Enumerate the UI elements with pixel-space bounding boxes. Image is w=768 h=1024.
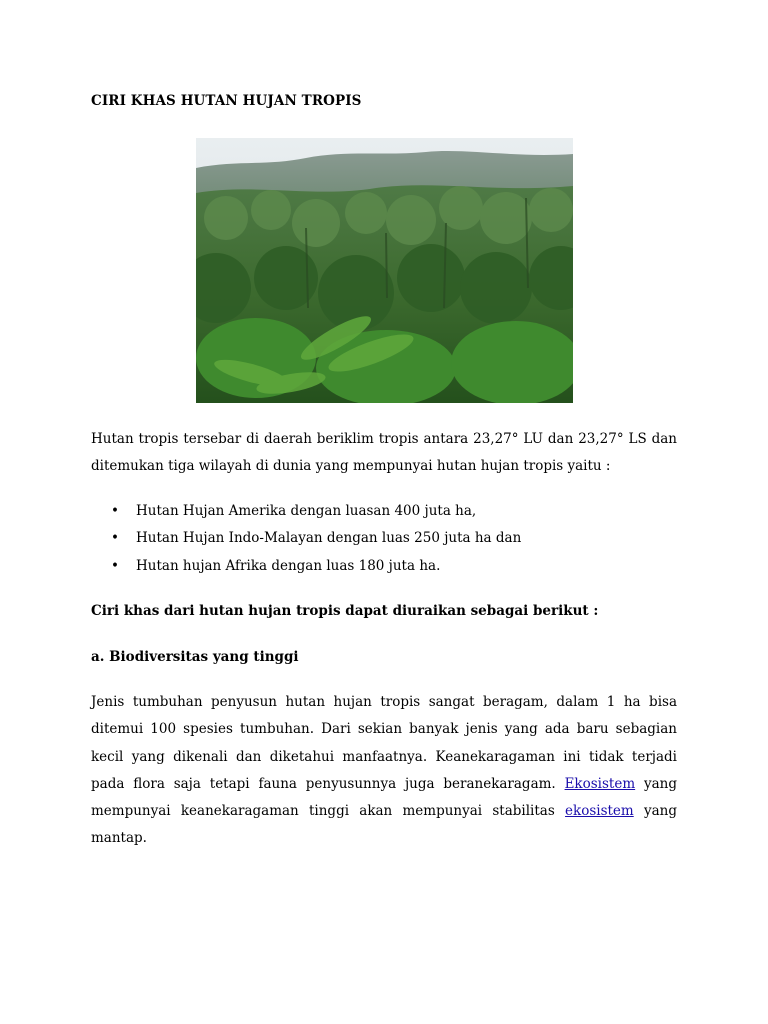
list-item — [91, 553, 677, 580]
body-text-1: Jenis tumbuhan penyusun hutan hujan tropis sangat beragam, dalam 1 ha bisa ditemui 100 spesies tumbuhan. Dari sekian banyak jenis yang ada baru sebagian kecil yang dikenali dan diketahui manfaatnya. Keanekaragaman ini tidak terjadi pada flora saja tetapi fauna penyusunnya juga beranekaragam. — [91, 694, 677, 792]
forest-photo — [196, 138, 573, 403]
subheading: a. Biodiversitas yang tinggi — [91, 649, 299, 665]
body-paragraph — [91, 689, 677, 853]
list-item — [91, 498, 677, 525]
bullet: • — [111, 503, 119, 519]
ekosistem-link-2[interactable]: ekosistem — [565, 803, 634, 820]
list-item-text: Hutan Hujan Amerika dengan luasan 400 juta ha, — [136, 503, 477, 519]
body-text-2: yang mempunyai keanekaragaman tinggi akan mempunyai stabilitas — [91, 775, 677, 820]
bullet: • — [111, 530, 119, 547]
body-text-3: yang mantap. — [91, 803, 677, 847]
region-list — [91, 498, 677, 580]
ekosistem-link[interactable]: Ekosistem — [564, 775, 636, 792]
page-title: CIRI KHAS HUTAN HUJAN TROPIS — [91, 93, 362, 109]
list-item-text: Hutan hujan Afrika dengan luas 180 juta ha. — [136, 557, 441, 574]
list-item — [91, 525, 677, 552]
list-item-text: Hutan Hujan Indo-Malayan dengan luas 250 juta ha dan — [136, 530, 522, 547]
section-heading: Ciri khas dari hutan hujan tropis dapat diuraikan sebagai berikut : — [91, 603, 599, 619]
bullet: • — [111, 557, 119, 574]
intro-paragraph: Hutan tropis tersebar di daerah beriklim tropis antara 23,27° LU dan 23,27° LS dan ditemukan tiga wilayah di dunia yang mempunyai hutan hujan tropis yaitu : — [91, 431, 677, 475]
